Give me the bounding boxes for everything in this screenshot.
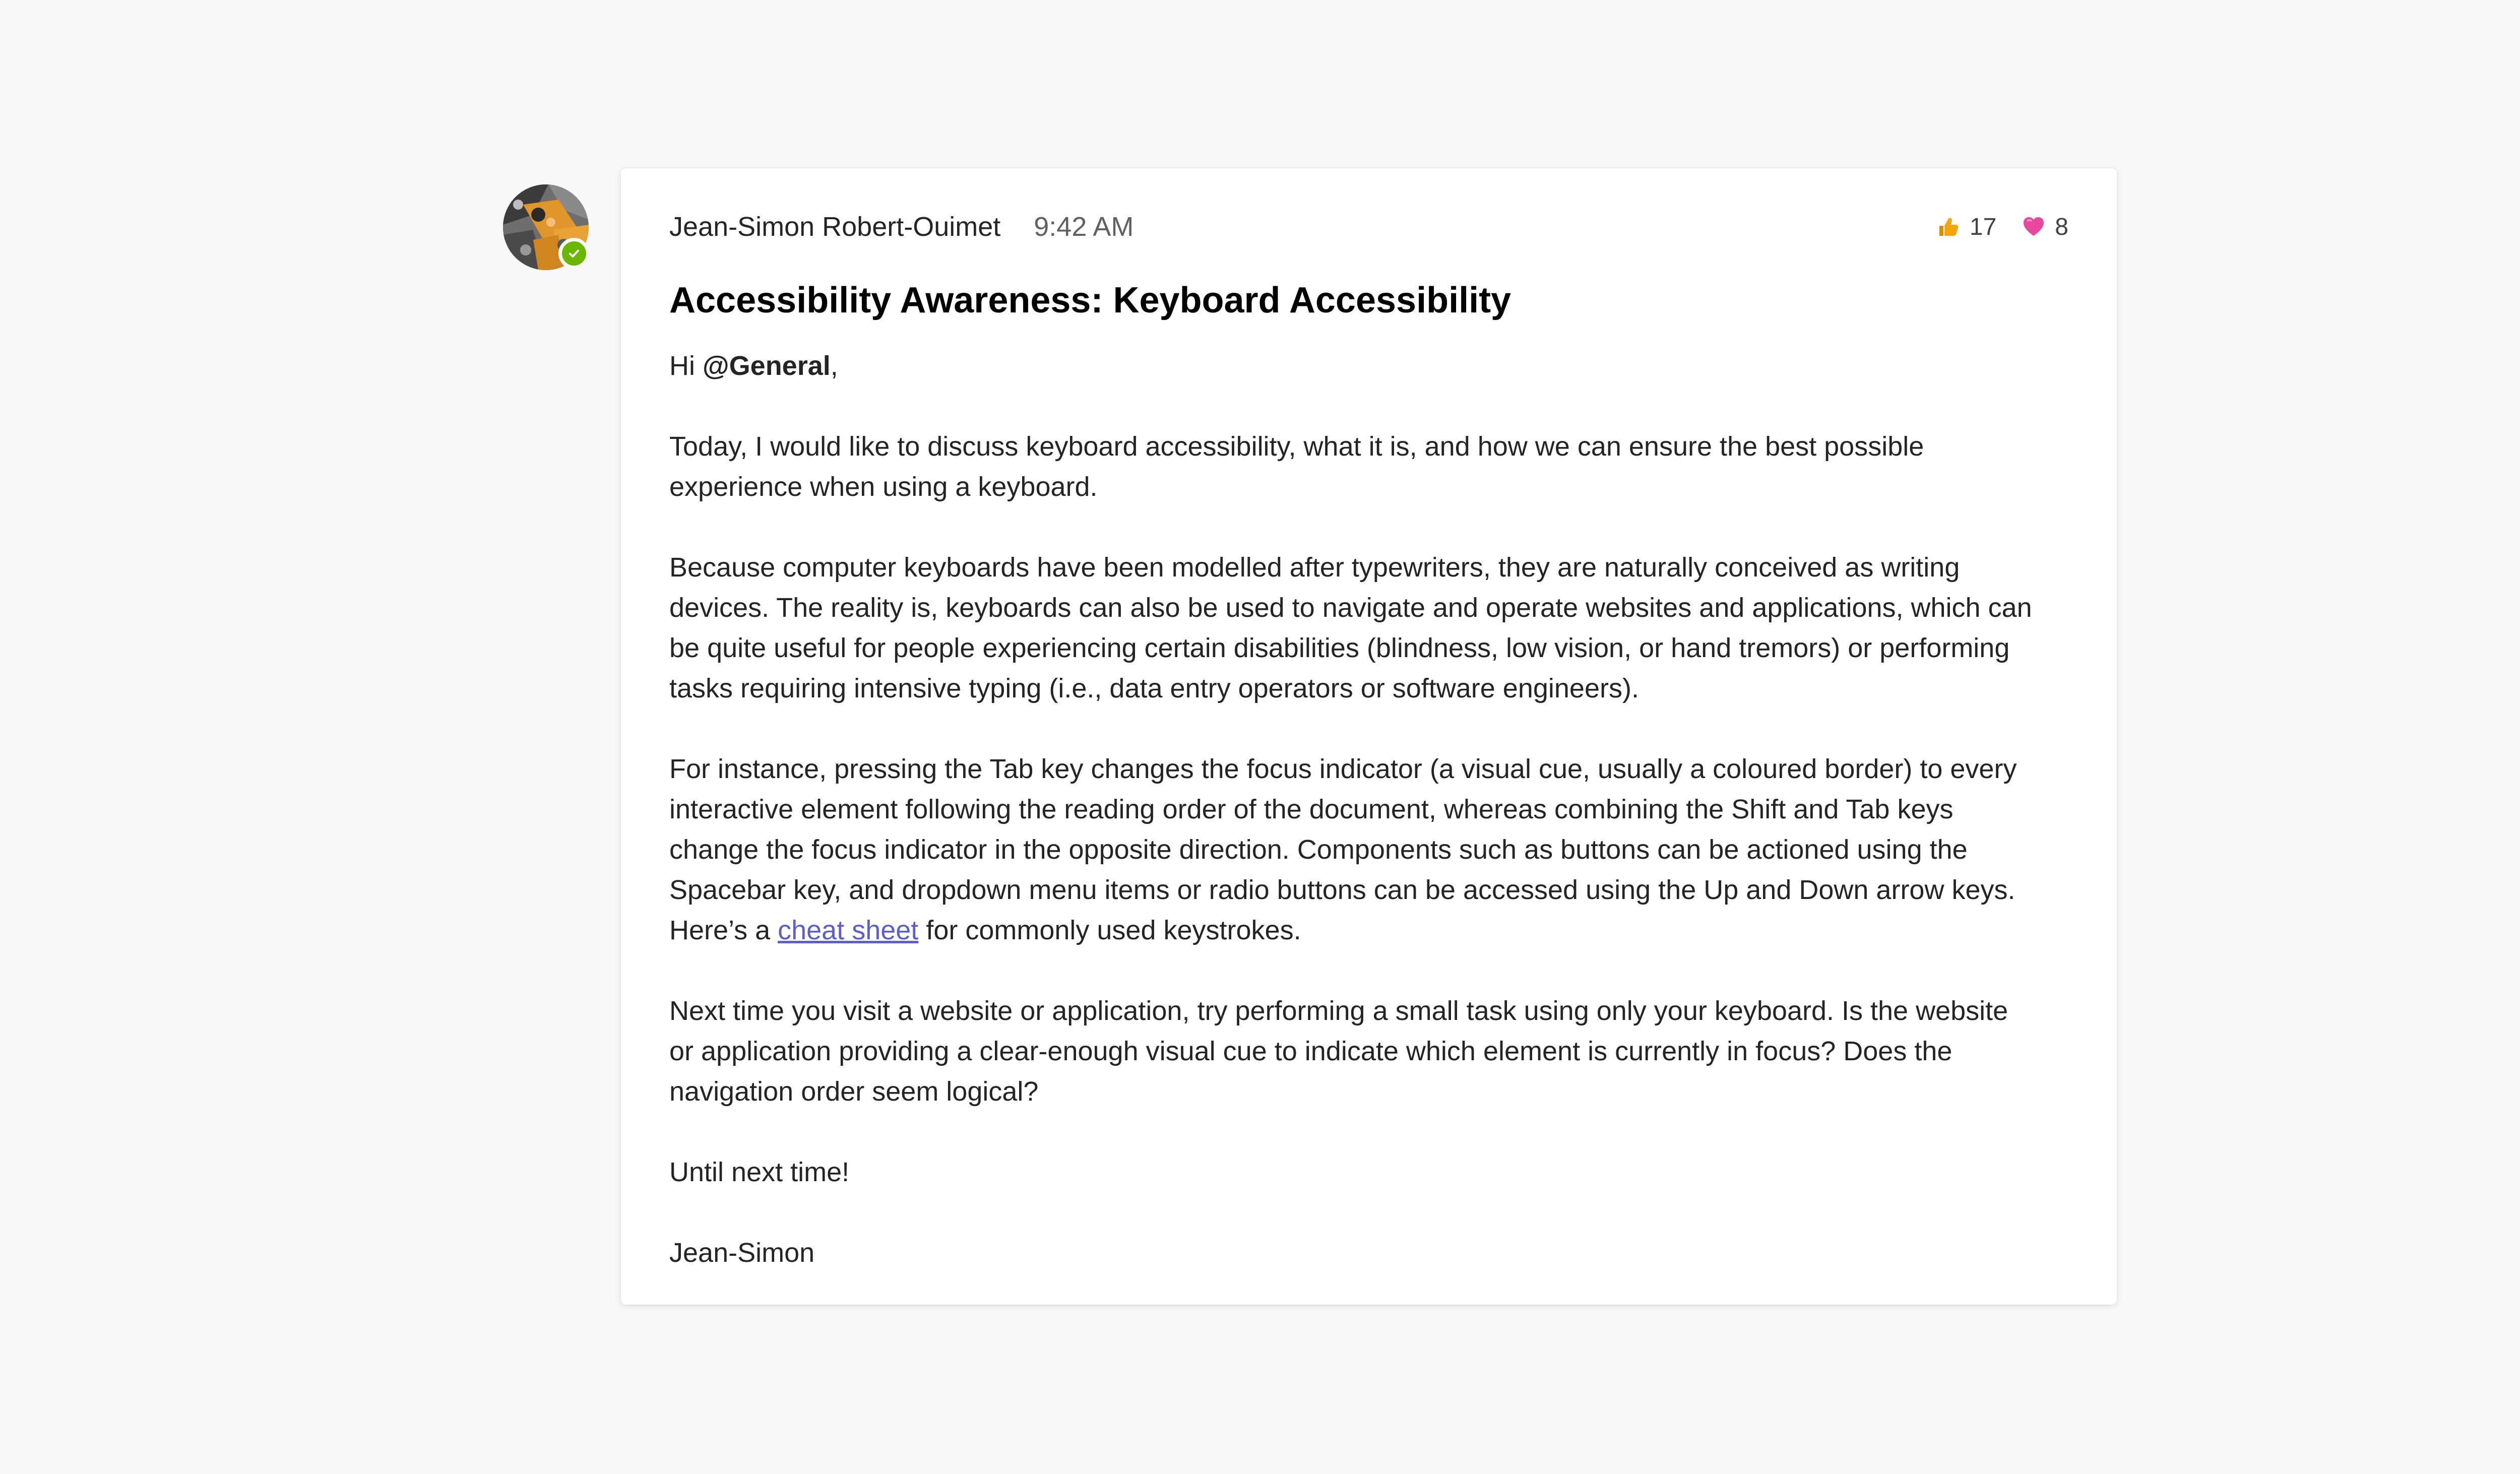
greeting-suffix: , <box>830 351 838 381</box>
link-suffix: for commonly used keystrokes. <box>918 915 1301 945</box>
message-subject: Accessibility Awareness: Keyboard Accessibility <box>669 280 1511 321</box>
signature: Jean-Simon <box>669 1238 815 1268</box>
message-card[interactable] <box>621 168 2117 1305</box>
paragraph-line: navigation order seem logical? <box>669 1076 1039 1107</box>
paragraph-line: Because computer keyboards have been modelled after typewriters, they are naturally conceived as writing <box>669 552 1960 583</box>
reaction-heart[interactable] <box>2022 213 2068 241</box>
reaction-count: 17 <box>1969 213 1997 240</box>
paragraph-line: be quite useful for people experiencing certain disabilities (blindness, low vision, or hand tremors) or performing <box>669 633 2010 663</box>
presence-available-icon <box>558 238 590 269</box>
author-name[interactable]: Jean-Simon Robert-Ouimet <box>669 212 1001 242</box>
reactions-bar <box>1911 207 2068 247</box>
message-header <box>669 207 2068 247</box>
heart-icon <box>2022 215 2046 239</box>
paragraph-line: or application providing a clear-enough visual cue to indicate which element is currently in focus? Does the <box>669 1036 1952 1066</box>
paragraph-line: tasks requiring intensive typing (i.e., data entry operators or software engineers). <box>669 673 1639 703</box>
paragraph-line: interactive element following the reading order of the document, whereas combining the Shift and Tab keys <box>669 794 1954 824</box>
thumbs-up-icon <box>1936 215 1961 239</box>
paragraph-next-time <box>669 991 2068 1112</box>
closing: Until next time! <box>669 1157 850 1187</box>
message-timestamp: 9:42 AM <box>1034 212 1134 242</box>
paragraph-line: devices. The reality is, keyboards can also be used to navigate and operate websites and applications, which can <box>669 593 2032 623</box>
paragraph-line <box>669 910 2068 950</box>
paragraph-line: For instance, pressing the Tab key changes the focus indicator (a visual cue, usually a coloured border) to every <box>669 754 2017 784</box>
mention-general[interactable]: @General <box>703 351 831 381</box>
paragraph-keyboards <box>669 547 2068 709</box>
greeting <box>669 346 2068 386</box>
paragraph-instance <box>669 749 2068 950</box>
paragraph-line: Today, I would like to discuss keyboard accessibility, what it is, and how we can ensure the best possible <box>669 431 1924 462</box>
paragraph-line: Next time you visit a website or application, try performing a small task using only your keyboard. Is the website <box>669 996 2008 1026</box>
message-body <box>669 346 2068 1273</box>
author-avatar-container[interactable] <box>503 184 589 270</box>
reaction-thumbs-up[interactable] <box>1936 213 1996 241</box>
greeting-prefix: Hi <box>669 351 703 381</box>
paragraph-line: experience when using a keyboard. <box>669 472 1098 502</box>
cheat-sheet-link[interactable]: cheat sheet <box>778 915 919 945</box>
reaction-count: 8 <box>2055 213 2068 240</box>
link-prefix: Here’s a <box>669 915 778 945</box>
paragraph-intro <box>669 426 2068 507</box>
paragraph-line: Spacebar key, and dropdown menu items or radio buttons can be accessed using the Up and Down arrow keys. <box>669 875 2015 905</box>
paragraph-line: change the focus indicator in the opposite direction. Components such as buttons can be actioned using the <box>669 835 1968 865</box>
